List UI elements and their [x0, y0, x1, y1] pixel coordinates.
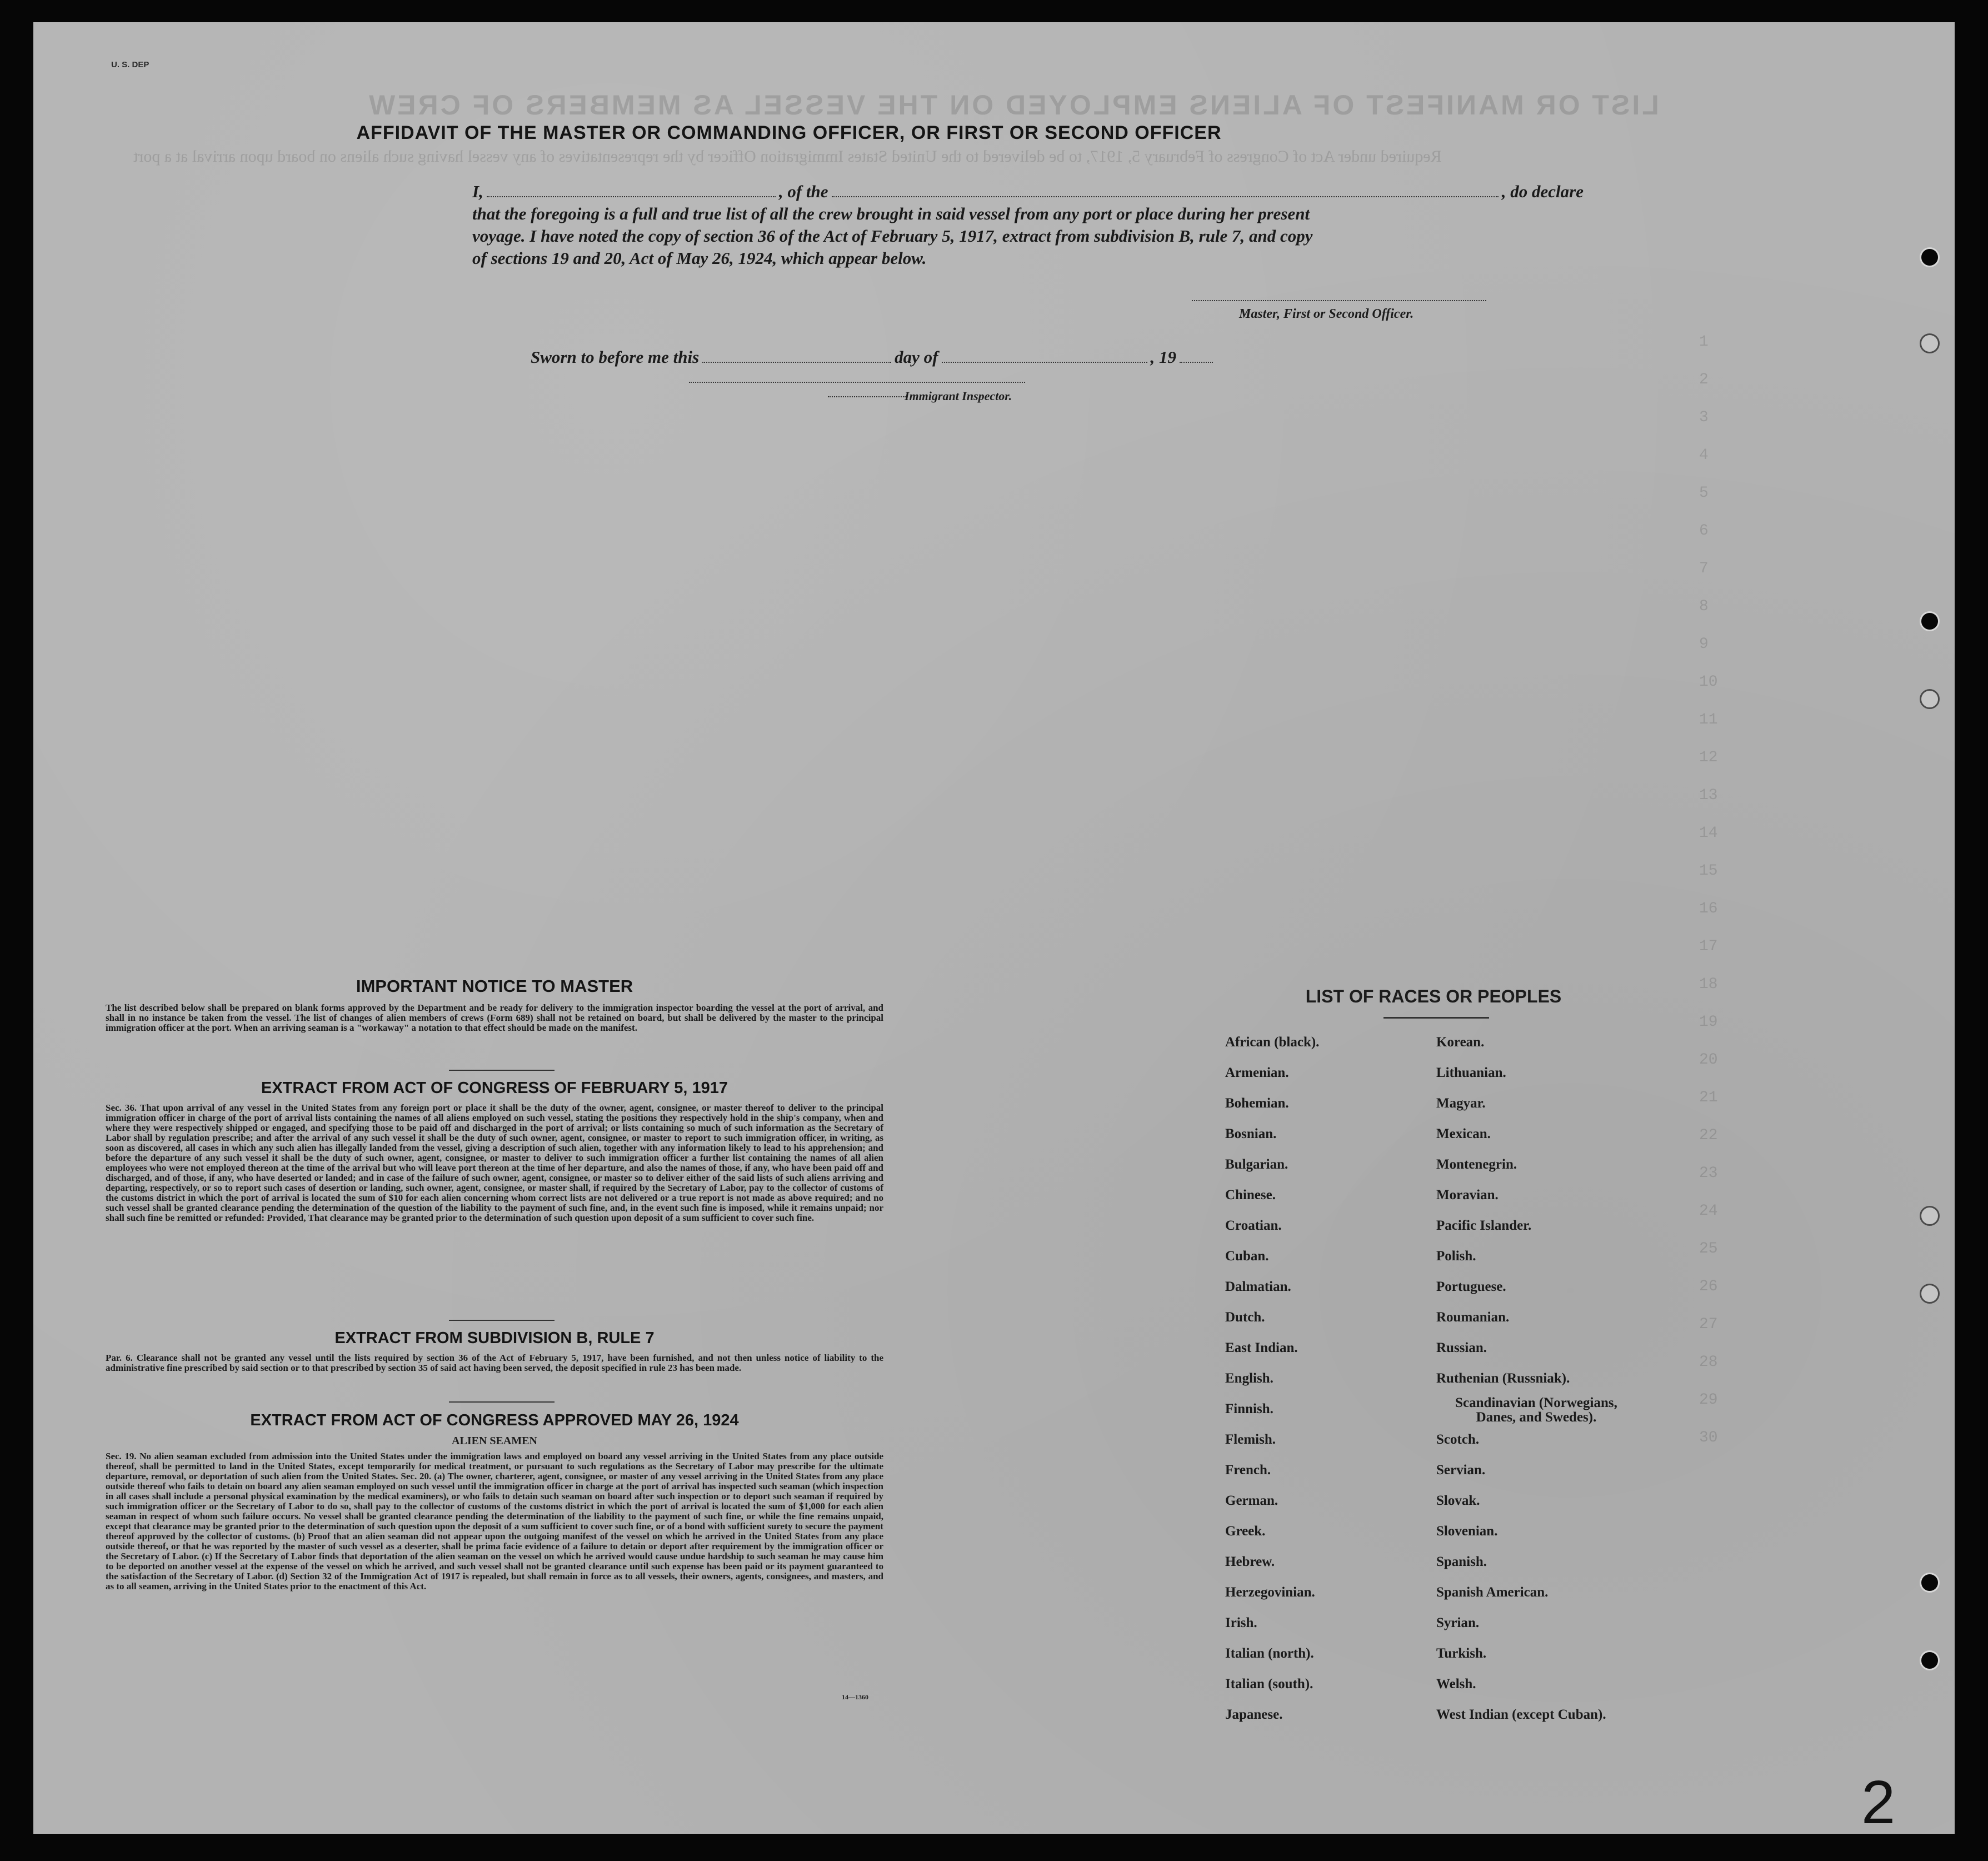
- race-item-left: Croatian.: [1225, 1218, 1282, 1233]
- binder-hole: [1920, 1284, 1940, 1304]
- race-item-right: Turkish.: [1436, 1646, 1487, 1661]
- signature-label: Master, First or Second Officer.: [1239, 307, 1414, 321]
- race-item-right: Pacific Islander.: [1436, 1218, 1532, 1233]
- sworn-statement: [531, 347, 1308, 367]
- race-item-left: Chinese.: [1225, 1188, 1276, 1203]
- race-item-right: Scandinavian (Norwegians, Danes, and Swedes).: [1455, 1395, 1617, 1425]
- races-divider: [1383, 1017, 1489, 1019]
- sworn-year-field[interactable]: [1180, 362, 1213, 363]
- form-code: 14—1360: [842, 1693, 868, 1701]
- race-item-left: Cuban.: [1225, 1249, 1269, 1264]
- race-item-right: Spanish.: [1436, 1554, 1487, 1569]
- binder-hole: [1920, 1206, 1940, 1226]
- extract3-subtitle: ALIEN SEAMEN: [452, 1435, 537, 1447]
- race-item-right: Slovenian.: [1436, 1524, 1498, 1539]
- sworn-day-field[interactable]: [702, 362, 891, 363]
- race-item-right: Moravian.: [1436, 1188, 1499, 1203]
- notice-title: IMPORTANT NOTICE TO MASTER: [356, 976, 633, 996]
- binder-hole: [1920, 1650, 1940, 1670]
- section-divider: [449, 1401, 555, 1403]
- sworn-year-label: , 19: [1150, 347, 1176, 367]
- race-item-right: Roumanian.: [1436, 1310, 1510, 1325]
- races-title: LIST OF RACES OR PEOPLES: [1305, 986, 1562, 1006]
- race-item-right: West Indian (except Cuban).: [1436, 1707, 1606, 1722]
- race-item-right: Servian.: [1436, 1463, 1486, 1478]
- race-item-left: English.: [1225, 1371, 1273, 1386]
- document-sheet: [33, 22, 1955, 1834]
- race-item-left: Dalmatian.: [1225, 1279, 1291, 1294]
- inspector-dots: [828, 396, 906, 397]
- header-reference: U. S. DEP: [111, 60, 149, 69]
- race-item-right: Polish.: [1436, 1249, 1476, 1264]
- race-item-left: Finnish.: [1225, 1401, 1273, 1416]
- bleed-through-text: LIST OR MANIFEST OF ALIENS EMPLOYED ON THE VESSEL AS MEMBERS OF CREW: [367, 89, 1659, 121]
- of-the-label: , of the: [778, 182, 828, 201]
- i-label: I,: [472, 182, 483, 201]
- race-item-right: Portuguese.: [1436, 1279, 1506, 1294]
- race-item-right: Ruthenian (Russniak).: [1436, 1371, 1570, 1386]
- race-item-left: Dutch.: [1225, 1310, 1265, 1325]
- race-item-left: French.: [1225, 1463, 1271, 1478]
- race-item-right: Korean.: [1436, 1035, 1485, 1050]
- sworn-prefix: Sworn to before me this: [531, 347, 700, 367]
- extract2-title: EXTRACT FROM SUBDIVISION B, RULE 7: [334, 1329, 655, 1347]
- affidavit-declaration-line: [472, 181, 1584, 203]
- section-divider: [449, 1070, 555, 1071]
- extract1-title: EXTRACT FROM ACT OF CONGRESS OF FEBRUARY 5, 1917: [261, 1079, 728, 1097]
- affidavit-line: of sections 19 and 20, Act of May 26, 1924, which appear below.: [472, 248, 927, 268]
- race-item-right: Lithuanian.: [1436, 1065, 1506, 1080]
- binder-hole: [1920, 611, 1940, 631]
- extract3-body: Sec. 19. No alien seaman excluded from admission into the United States under the immigration laws and employed on board any vessel arriving in the United States from any place outside thereof, shall be permitted to land in the United States, except temporarily for medical treatment, or pursuant to such regulations as the Secretary of Labor may prescribe for the ultimate departure, removal, or deportation of such alien from the United States. Sec. 20. (a) The owner, charterer, agent, consignee, or master of any vessel arriving in the United States from any place outside thereof who fails to detain on board any alien seaman employed on such vessel until the immigration officer in charge at the port of arrival has inspected such seaman (which inspection in all cases shall include a personal physical examination by the medical examiners), or who fails to detain such seaman on board after such inspection or to deport such seaman if required by such immigration officer or the Secretary of Labor to do so, shall pay to the collector of customs of the customs district in which the port of arrival is located the sum of $1,000 for each alien seaman in respect of whom such failure occurs. No vessel shall be granted clearance pending the determination of the liability to the payment of such fine, or while the fine remains unpaid, except that clearance may be granted prior to the determination of such question upon the deposit of a sum sufficient to cover such fine, or of a bond with sufficient surety to secure the payment thereof approved by the collector of customs. (b) Proof that an alien seaman did not appear upon the outgoing manifest of the vessel on which he arrived in the United States from any place outside thereof, or that he was reported by the master of such vessel as a deserter, shall be prima facie evidence of a failure to detain or deport after requirement by the immigration officer or the Secretary of Labor. (c) If the Secretary of Labor finds that deportation of the alien seaman on the vessel on which he arrived would cause undue hardship to such seaman he may cause him to be deported on another vessel at the expense of the vessel on which he arrived, and such vessel shall not be granted clearance until such expense has been paid or its payment guaranteed to the satisfaction of the Secretary of Labor. (d) Section 32 of the Immigration Act of 1917 is repealed, but shall remain in force as to all vessels, their owners, agents, consignees, and masters, and as to all seamen, arriving in the United States prior to the enactment of this Act.: [106, 1451, 883, 1591]
- race-item-right: Spanish American.: [1436, 1585, 1549, 1600]
- race-item-left: Irish.: [1225, 1615, 1257, 1630]
- race-item-right: Montenegrin.: [1436, 1157, 1517, 1172]
- extract3-title: EXTRACT FROM ACT OF CONGRESS APPROVED MAY 26, 1924: [250, 1411, 739, 1429]
- sworn-month-field[interactable]: [942, 362, 1147, 363]
- race-item-left: Japanese.: [1225, 1707, 1283, 1722]
- extract1-body: Sec. 36. That upon arrival of any vessel in the United States from any foreign port or place it shall be the duty of the owner, agent, consignee, or master thereof to deliver to the principal immigration officer in charge of the port of arrival lists containing the names of all aliens employed on such vessel, stating the positions they respectively hold in the ship's company, when and where they were respectively shipped or engaged, and specifying those to be paid off and discharged in the port of arrival; or lists containing so much of such information as the Secretary of Labor shall by regulation prescribe; and after the arrival of any such vessel it shall be the duty of such owner, agent, consignee, or master to report to such immigration officer, in writing, as soon as discovered, all cases in which any such alien has illegally landed from the vessel, giving a description of such alien, together with any information likely to lead to his apprehension; and before the departure of any such vessel it shall be the duty of such owner, agent, consignee, or master to deliver to such immigration officer a further list containing the names of all alien employees who were not employed thereon at the time of the arrival but who will leave port thereon at the time of her departure, and also the names of those, if any, who have been paid off and discharged, and of those, if any, who have deserted or landed; and in case of the failure of such owner, agent, consignee, or master so to deliver either of the said lists of such aliens arriving and departing, respectively, or so to report such cases of desertion or landing, such owner, agent, consignee, or master shall, if required by the Secretary of Labor, pay to the collector of customs of the customs district in which the port of arrival is located the sum of $10 for each alien concerning whom correct lists are not delivered or a true report is not made as above required; and no such vessel shall be granted clearance pending the determination of the question of the liability to the payment of such fine, and, in the event such fine is imposed, while it remains unpaid; nor shall such fine be remitted or refunded: Provided, That clearance may be granted prior to the determination of such question upon deposit of a sum sufficient to cover such fine.: [106, 1102, 883, 1223]
- race-item-left: African (black).: [1225, 1035, 1320, 1050]
- sworn-day-label: day of: [895, 347, 938, 367]
- race-item-right: Syrian.: [1436, 1615, 1480, 1630]
- affidavit-body: [472, 181, 1584, 270]
- race-item-left: Flemish.: [1225, 1432, 1276, 1447]
- race-item-right: Magyar.: [1436, 1096, 1486, 1111]
- race-item-left: Hebrew.: [1225, 1554, 1275, 1569]
- inspector-signature-field[interactable]: [689, 382, 1025, 383]
- extract2-body: Par. 6. Clearance shall not be granted any vessel until the lists required by section 36 of the Act of February 5, 1917, have been furnished, and not then unless notice of liability to the administrative fine prescribed by said section or to that prescribed by section 35 of said act having been served, the deposit specified in rule 23 has been made.: [106, 1353, 883, 1373]
- bleed-through-subtext: Required under Act of Congress of February 5, 1917, to be delivered to the United States Immigration Officer by the representatives of any vessel having such aliens on board upon arrival at a port: [133, 147, 1442, 166]
- race-item-right: Slovak.: [1436, 1493, 1480, 1508]
- affidavit-title: AFFIDAVIT OF THE MASTER OR COMMANDING OFFICER, OR FIRST OR SECOND OFFICER: [356, 122, 1222, 143]
- race-item-left: German.: [1225, 1493, 1278, 1508]
- race-item-left: East Indian.: [1225, 1340, 1298, 1355]
- master-signature-field[interactable]: [1192, 300, 1486, 301]
- race-item-left: Bohemian.: [1225, 1096, 1289, 1111]
- race-item-left: Italian (north).: [1225, 1646, 1314, 1661]
- race-item-right: Scotch.: [1436, 1432, 1480, 1447]
- inspector-label: Immigrant Inspector.: [905, 389, 1012, 403]
- section-divider: [449, 1320, 555, 1321]
- name-field[interactable]: [487, 181, 776, 197]
- do-declare-label: , do declare: [1501, 182, 1584, 201]
- race-item-right: Mexican.: [1436, 1126, 1491, 1141]
- binder-hole: [1920, 689, 1940, 709]
- race-item-left: Bulgarian.: [1225, 1157, 1288, 1172]
- affidavit-line: that the foregoing is a full and true list of all the crew brought in said vessel from any port or place during her present: [472, 204, 1310, 223]
- race-item-left: Bosnian.: [1225, 1126, 1277, 1141]
- binder-hole: [1920, 1573, 1940, 1593]
- race-item-left: Greek.: [1225, 1524, 1266, 1539]
- race-item-left: Armenian.: [1225, 1065, 1289, 1080]
- binder-hole: [1920, 333, 1940, 353]
- race-item-right: Welsh.: [1436, 1677, 1476, 1692]
- affidavit-line: voyage. I have noted the copy of section 36 of the Act of February 5, 1917, extract from subdivision B, rule 7, and copy: [472, 226, 1313, 246]
- race-item-right: Russian.: [1436, 1340, 1487, 1355]
- vessel-name-field[interactable]: [832, 181, 1499, 197]
- notice-body: The list described below shall be prepared on blank forms approved by the Department and be ready for delivery to the immigration inspector boarding the vessel at the port of arrival, and shall in no instance be taken from the vessel. The list of changes of alien members of crews (Form 689) shall not be retained on board, but shall be delivered by the master to the principal immigration officer at the port. When an arriving seaman is a "workaway" a notation to that effect should be made on the manifest.: [106, 1002, 883, 1033]
- binder-hole: [1920, 247, 1940, 267]
- page-number: 2: [1861, 1768, 1896, 1834]
- bleed-through-column: 1 2 3 4 5 6 7 8 9 10 11 12 13 14 15 16 17 18 19 20 21 22 23 24 25 26 27 28 29 30: [1699, 333, 1821, 1446]
- race-item-left: Herzegovinian.: [1225, 1585, 1315, 1600]
- race-item-left: Italian (south).: [1225, 1677, 1313, 1692]
